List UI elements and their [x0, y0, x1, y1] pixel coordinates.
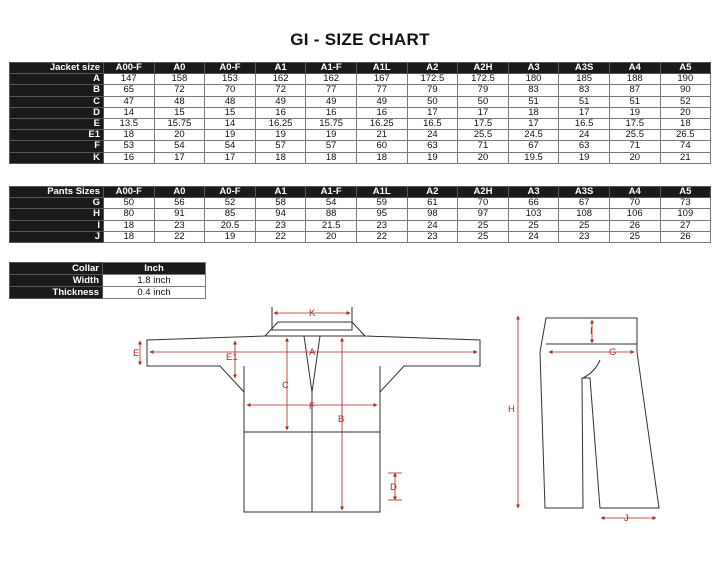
pants-cell: 67 — [559, 198, 610, 209]
pants-dimensions — [518, 316, 656, 518]
jacket-cell: 49 — [356, 96, 407, 107]
pants-cell: 52 — [205, 198, 256, 209]
pants-cell: 21.5 — [306, 220, 357, 231]
pants-cell: 50 — [104, 198, 155, 209]
label-b: B — [338, 414, 345, 425]
jacket-cell: 71 — [609, 141, 660, 152]
pants-cell: 20.5 — [205, 220, 256, 231]
pants-cell: 23 — [154, 220, 205, 231]
jacket-size-header: A2H — [458, 63, 509, 74]
jacket-cell: 188 — [609, 74, 660, 85]
pants-cell: 22 — [255, 231, 306, 242]
jacket-cell: 19 — [559, 152, 610, 163]
pants-cell: 95 — [356, 209, 407, 220]
jacket-cell: 17 — [205, 152, 256, 163]
jacket-cell: 14 — [205, 118, 256, 129]
collar-label: Collar — [10, 263, 103, 275]
pants-cell: 97 — [458, 209, 509, 220]
jacket-size-header: A3 — [508, 63, 559, 74]
jacket-cell: 57 — [306, 141, 357, 152]
pants-cell: 18 — [104, 231, 155, 242]
label-e1: E1 — [226, 352, 238, 363]
jacket-cell: 26.5 — [660, 130, 711, 141]
jacket-cell: 16.25 — [356, 118, 407, 129]
pants-size-header: A00-F — [104, 187, 155, 198]
jacket-cell: 50 — [458, 96, 509, 107]
jacket-cell: 15.75 — [154, 118, 205, 129]
jacket-cell: 60 — [356, 141, 407, 152]
jacket-cell: 25.5 — [609, 130, 660, 141]
pants-size-header: A3 — [508, 187, 559, 198]
jacket-cell: 71 — [458, 141, 509, 152]
pants-cell: 25 — [559, 220, 610, 231]
jacket-cell: 19 — [609, 107, 660, 118]
jacket-cell: 24.5 — [508, 130, 559, 141]
pants-cell: 23 — [407, 231, 458, 242]
jacket-cell: 15 — [154, 107, 205, 118]
jacket-cell: 17.5 — [458, 118, 509, 129]
jacket-cell: 24 — [407, 130, 458, 141]
jacket-cell: 19 — [407, 152, 458, 163]
pants-cell: 70 — [609, 198, 660, 209]
collar-thickness-value: 0.4 inch — [103, 287, 206, 299]
jacket-cell: 19 — [306, 130, 357, 141]
pants-cell: 103 — [508, 209, 559, 220]
label-g: G — [609, 347, 617, 358]
jacket-cell: 77 — [356, 85, 407, 96]
jacket-cell: 18 — [356, 152, 407, 163]
pants-row-label: H — [10, 209, 104, 220]
jacket-size-header: A1 — [255, 63, 306, 74]
jacket-cell: 13.5 — [104, 118, 155, 129]
jacket-cell: 17 — [508, 118, 559, 129]
jacket-row-label: K — [10, 152, 104, 163]
jacket-cell: 18 — [104, 130, 155, 141]
jacket-cell: 52 — [660, 96, 711, 107]
jacket-cell: 63 — [407, 141, 458, 152]
jacket-cell: 48 — [154, 96, 205, 107]
jacket-size-header: A2 — [407, 63, 458, 74]
pants-size-header: A1-F — [306, 187, 357, 198]
jacket-row-label: D — [10, 107, 104, 118]
jacket-cell: 17 — [559, 107, 610, 118]
label-a: A — [309, 347, 316, 358]
pants-size-header: A1 — [255, 187, 306, 198]
jacket-cell: 48 — [205, 96, 256, 107]
pants-size-header: A5 — [660, 187, 711, 198]
jacket-cell: 19 — [205, 130, 256, 141]
pants-cell: 25 — [609, 231, 660, 242]
jacket-cell: 20 — [458, 152, 509, 163]
jacket-cell: 190 — [660, 74, 711, 85]
jacket-cell: 25.5 — [458, 130, 509, 141]
jacket-cell: 79 — [458, 85, 509, 96]
jacket-cell: 65 — [104, 85, 155, 96]
pants-size-header: A4 — [609, 187, 660, 198]
pants-size-header: A0 — [154, 187, 205, 198]
pants-cell: 59 — [356, 198, 407, 209]
jacket-cell: 16.25 — [255, 118, 306, 129]
diagram-labels — [133, 308, 629, 524]
jacket-cell: 18 — [660, 118, 711, 129]
jacket-cell: 17.5 — [609, 118, 660, 129]
jacket-row-label: E1 — [10, 130, 104, 141]
jacket-cell: 15.75 — [306, 118, 357, 129]
jacket-cell: 49 — [255, 96, 306, 107]
jacket-cell: 57 — [255, 141, 306, 152]
pants-cell: 25 — [458, 220, 509, 231]
jacket-cell: 180 — [508, 74, 559, 85]
label-i: I — [590, 326, 593, 337]
collar-thickness-label: Thickness — [10, 287, 103, 299]
jacket-cell: 24 — [559, 130, 610, 141]
jacket-cell: 20 — [154, 130, 205, 141]
chart-title: GI - SIZE CHART — [290, 30, 430, 49]
pants-row-label: J — [10, 231, 104, 242]
pants-cell: 94 — [255, 209, 306, 220]
pants-cell: 26 — [609, 220, 660, 231]
pants-cell: 98 — [407, 209, 458, 220]
jacket-cell: 158 — [154, 74, 205, 85]
pants-cell: 91 — [154, 209, 205, 220]
jacket-cell: 172.5 — [458, 74, 509, 85]
jacket-cell: 16 — [356, 107, 407, 118]
jacket-cell: 19 — [255, 130, 306, 141]
jacket-cell: 167 — [356, 74, 407, 85]
jacket-size-header: A0 — [154, 63, 205, 74]
jacket-cell: 16 — [306, 107, 357, 118]
jacket-cell: 54 — [154, 141, 205, 152]
jacket-cell: 67 — [508, 141, 559, 152]
jacket-row-label: C — [10, 96, 104, 107]
pants-cell: 20 — [306, 231, 357, 242]
pants-cell: 19 — [205, 231, 256, 242]
pants-cell: 58 — [255, 198, 306, 209]
pants-cell: 56 — [154, 198, 205, 209]
pants-cell: 54 — [306, 198, 357, 209]
jacket-cell: 162 — [306, 74, 357, 85]
collar-width-label: Width — [10, 275, 103, 287]
jacket-size-header: A5 — [660, 63, 711, 74]
pants-cell: 26 — [660, 231, 711, 242]
jacket-size-header: A1-F — [306, 63, 357, 74]
jacket-cell: 15 — [205, 107, 256, 118]
jacket-row-label: A — [10, 74, 104, 85]
pants-size-header: A1L — [356, 187, 407, 198]
jacket-row-label: E — [10, 118, 104, 129]
pants-cell: 23 — [559, 231, 610, 242]
pants-cell: 23 — [255, 220, 306, 231]
jacket-cell: 50 — [407, 96, 458, 107]
pants-cell: 80 — [104, 209, 155, 220]
jacket-cell: 20 — [609, 152, 660, 163]
jacket-cell: 53 — [104, 141, 155, 152]
jacket-size-header: A4 — [609, 63, 660, 74]
pants-size-header: A0-F — [205, 187, 256, 198]
pants-cell: 106 — [609, 209, 660, 220]
jacket-cell: 162 — [255, 74, 306, 85]
jacket-cell: 49 — [306, 96, 357, 107]
pants-corner-label: Pants Sizes — [10, 187, 104, 198]
collar-unit: Inch — [103, 263, 206, 275]
label-h: H — [508, 404, 515, 415]
jacket-cell: 16.5 — [559, 118, 610, 129]
jacket-cell: 17 — [154, 152, 205, 163]
jacket-cell: 54 — [205, 141, 256, 152]
pants-cell: 61 — [407, 198, 458, 209]
pants-cell: 22 — [356, 231, 407, 242]
jacket-row-label: F — [10, 141, 104, 152]
jacket-cell: 79 — [407, 85, 458, 96]
pants-cell: 70 — [458, 198, 509, 209]
jacket-cell: 16.5 — [407, 118, 458, 129]
jacket-cell: 18 — [508, 107, 559, 118]
jacket-cell: 19.5 — [508, 152, 559, 163]
jacket-cell: 14 — [104, 107, 155, 118]
jacket-cell: 185 — [559, 74, 610, 85]
jacket-size-header: A0-F — [205, 63, 256, 74]
pants-cell: 73 — [660, 198, 711, 209]
jacket-cell: 17 — [458, 107, 509, 118]
pants-cell: 24 — [407, 220, 458, 231]
label-j: J — [624, 513, 629, 524]
pants-cell: 24 — [508, 231, 559, 242]
pants-row-label: I — [10, 220, 104, 231]
jacket-cell: 51 — [559, 96, 610, 107]
jacket-cell: 20 — [660, 107, 711, 118]
jacket-row-label: B — [10, 85, 104, 96]
jacket-cell: 21 — [660, 152, 711, 163]
jacket-cell: 172.5 — [407, 74, 458, 85]
pants-size-header: A2H — [458, 187, 509, 198]
jacket-cell: 147 — [104, 74, 155, 85]
jacket-size-header: A1L — [356, 63, 407, 74]
jacket-cell: 51 — [508, 96, 559, 107]
collar-width-value: 1.8 inch — [103, 275, 206, 287]
jacket-size-header: A3S — [559, 63, 610, 74]
pants-cell: 22 — [154, 231, 205, 242]
label-f: F — [309, 401, 315, 412]
jacket-cell: 70 — [205, 85, 256, 96]
pants-size-header: A3S — [559, 187, 610, 198]
pants-cell: 88 — [306, 209, 357, 220]
label-e: E — [133, 348, 140, 359]
jacket-cell: 83 — [508, 85, 559, 96]
pants-illustration — [540, 318, 659, 508]
jacket-cell: 72 — [154, 85, 205, 96]
jacket-cell: 16 — [255, 107, 306, 118]
jacket-cell: 51 — [609, 96, 660, 107]
pants-cell: 85 — [205, 209, 256, 220]
jacket-cell: 47 — [104, 96, 155, 107]
jacket-cell: 18 — [255, 152, 306, 163]
label-c: C — [282, 380, 289, 391]
jacket-cell: 21 — [356, 130, 407, 141]
jacket-size-header: A00-F — [104, 63, 155, 74]
pants-cell: 25 — [508, 220, 559, 231]
jacket-cell: 72 — [255, 85, 306, 96]
pants-cell: 108 — [559, 209, 610, 220]
jacket-cell: 74 — [660, 141, 711, 152]
jacket-cell: 77 — [306, 85, 357, 96]
pants-cell: 109 — [660, 209, 711, 220]
pants-size-header: A2 — [407, 187, 458, 198]
pants-cell: 66 — [508, 198, 559, 209]
jacket-cell: 87 — [609, 85, 660, 96]
jacket-cell: 90 — [660, 85, 711, 96]
label-k: K — [309, 308, 316, 319]
pants-cell: 25 — [458, 231, 509, 242]
pants-cell: 18 — [104, 220, 155, 231]
jacket-cell: 16 — [104, 152, 155, 163]
jacket-corner-label: Jacket size — [10, 63, 104, 74]
jacket-cell: 153 — [205, 74, 256, 85]
pants-row-label: G — [10, 198, 104, 209]
label-d: D — [390, 482, 397, 493]
jacket-cell: 17 — [407, 107, 458, 118]
jacket-cell: 18 — [306, 152, 357, 163]
pants-cell: 27 — [660, 220, 711, 231]
pants-cell: 23 — [356, 220, 407, 231]
jacket-cell: 83 — [559, 85, 610, 96]
jacket-cell: 63 — [559, 141, 610, 152]
